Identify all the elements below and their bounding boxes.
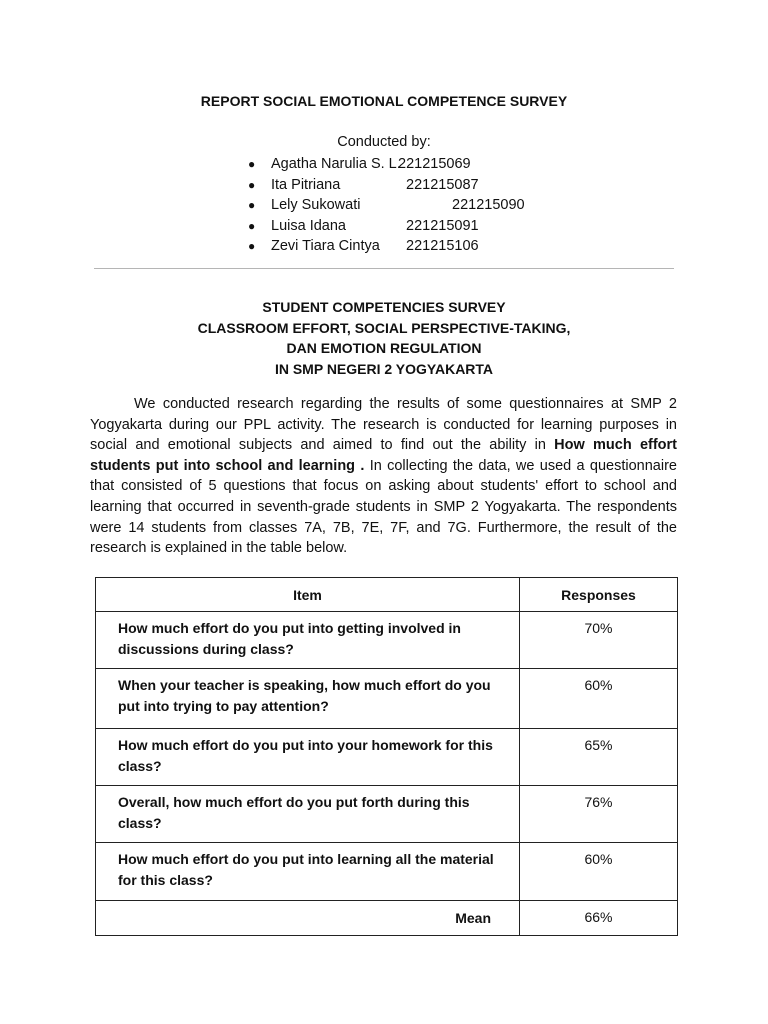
member-id: 221215087 [406, 176, 479, 193]
member-id: 221215091 [406, 217, 479, 234]
table-row [96, 612, 678, 669]
bullet-icon: ● [248, 218, 256, 233]
table-row [96, 669, 678, 729]
table-row [96, 786, 678, 843]
response-cell: 60% [520, 669, 678, 729]
member-id: 221215090 [452, 197, 525, 213]
question-cell: How much effort do you put into learning all the material for this class? [96, 843, 520, 901]
bullet-icon: ● [248, 239, 256, 253]
bullet-icon: ● [248, 177, 256, 192]
table-row [96, 843, 678, 901]
horizontal-divider [94, 268, 674, 269]
member-id: 221215069 [398, 156, 471, 172]
mean-value: 66% [520, 901, 678, 936]
response-cell: 65% [520, 729, 678, 786]
item-column-header: Item [96, 578, 520, 612]
table-header-row [96, 578, 678, 612]
member-id: 221215106 [406, 238, 479, 254]
survey-title-line: IN SMP NEGERI 2 YOGYAKARTA [274, 360, 494, 377]
conducted-by-label: Conducted by: [337, 134, 431, 150]
member-name: Lely Sukowati [271, 197, 361, 213]
bullet-icon: ● [248, 198, 256, 212]
bullet-icon: ● [248, 157, 256, 171]
question-cell: Overall, how much effort do you put forth during this class? [96, 786, 520, 843]
member-name: Luisa Idana [271, 217, 346, 234]
response-cell: 70% [520, 612, 678, 669]
paragraph-text-1: We conducted research regarding the results of some questionnaires at SMP 2 Yogyakarta during our PPL activity. The research is conducted for learning purposes in social and emotional subjects and aimed to find out the ability in [90, 396, 677, 454]
report-title: REPORT SOCIAL EMOTIONAL COMPETENCE SURVEY [200, 93, 568, 109]
response-cell: 60% [520, 843, 678, 901]
survey-title [0, 297, 768, 379]
paragraph-bold-text: How much effort students put into school and learning . [90, 437, 678, 474]
paragraph-text-2: In collecting the data, we used a questionnaire that consisted of 5 questions that focus on asking about students' effort to school and learning that occurred in seventh-grade students in SMP 2 Yogyakarta. The respondents were 14 students from classes 7A, 7B, 7E, 7F, and 7G. Furthermore, the result of the research is explained in the table below. [90, 457, 677, 557]
question-cell: How much effort do you put into getting involved in discussions during class? [96, 612, 520, 669]
response-cell: 76% [520, 786, 678, 843]
intro-paragraph [90, 394, 677, 559]
table-row [96, 729, 678, 786]
survey-title-line: STUDENT COMPETENCIES SURVEY [262, 299, 506, 315]
question-cell: When your teacher is speaking, how much effort do you put into trying to pay attention? [96, 669, 520, 729]
member-name: Agatha Narulia S. L. [271, 156, 401, 172]
survey-title-line: DAN EMOTION REGULATION [286, 340, 482, 356]
member-name: Ita Pitriana [271, 176, 341, 193]
member-name: Zevi Tiara Cintya [271, 238, 380, 254]
mean-label: Mean [96, 901, 520, 936]
responses-column-header: Responses [520, 578, 678, 612]
results-table [95, 577, 678, 936]
mean-row [96, 901, 678, 936]
survey-title-line: CLASSROOM EFFORT, SOCIAL PERSPECTIVE-TAKING, [197, 319, 571, 336]
question-cell: How much effort do you put into your homework for this class? [96, 729, 520, 786]
